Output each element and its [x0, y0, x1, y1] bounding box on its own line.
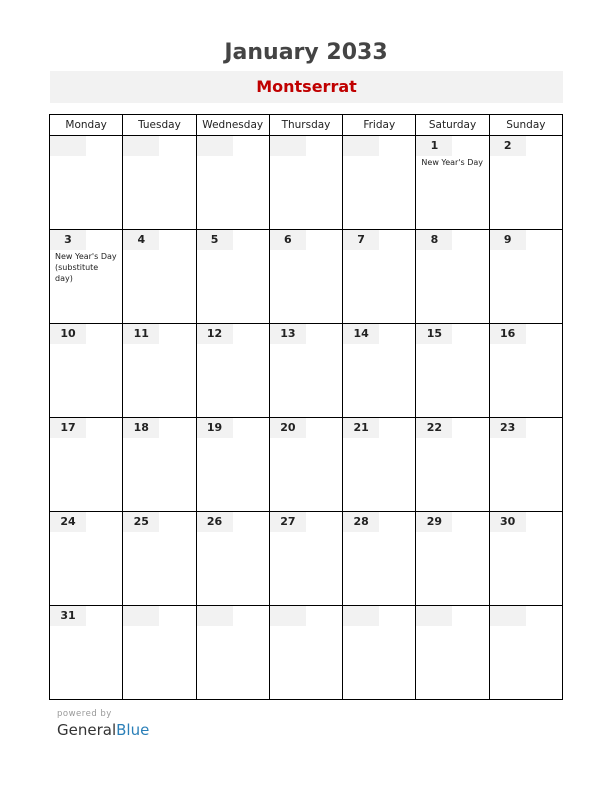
day-number: 13 [270, 324, 306, 344]
weekday-wednesday: Wednesday [196, 115, 269, 136]
week-row [50, 136, 563, 230]
week-row [50, 230, 563, 324]
week-row [50, 324, 563, 418]
day-number [197, 136, 233, 156]
week-row [50, 606, 563, 700]
day-cell [269, 606, 342, 700]
day-number [197, 606, 233, 626]
weekday-header-row [50, 115, 563, 136]
day-cell [416, 418, 489, 512]
day-cell [343, 418, 416, 512]
day-cell [196, 324, 269, 418]
day-number [270, 136, 306, 156]
day-number: 1 [416, 136, 452, 156]
day-cell [343, 136, 416, 230]
day-number [490, 606, 526, 626]
day-number [270, 606, 306, 626]
day-number: 20 [270, 418, 306, 438]
generalblue-logo [57, 721, 149, 739]
day-cell [196, 512, 269, 606]
day-cell [489, 418, 562, 512]
day-cell [343, 512, 416, 606]
footer [57, 709, 149, 739]
day-number: 24 [50, 512, 86, 532]
day-cell [416, 230, 489, 324]
day-number: 31 [50, 606, 86, 626]
day-cell [196, 136, 269, 230]
day-number: 30 [490, 512, 526, 532]
day-number: 21 [343, 418, 379, 438]
day-cell [123, 512, 196, 606]
day-cell [196, 606, 269, 700]
day-cell [196, 230, 269, 324]
day-cell [50, 418, 123, 512]
day-cell [123, 606, 196, 700]
day-cell [50, 324, 123, 418]
powered-by-text: powered by [57, 709, 112, 719]
day-cell [416, 324, 489, 418]
brand-general: General [57, 721, 117, 739]
day-cell [50, 606, 123, 700]
day-number: 16 [490, 324, 526, 344]
day-number: 11 [123, 324, 159, 344]
weekday-tuesday: Tuesday [123, 115, 196, 136]
day-number: 19 [197, 418, 233, 438]
day-cell [50, 230, 123, 324]
brand-blue: Blue [116, 721, 150, 739]
holiday-label: New Year's Day [421, 158, 484, 167]
day-number: 10 [50, 324, 86, 344]
day-cell [489, 512, 562, 606]
day-number: 6 [270, 230, 306, 250]
weekday-monday: Monday [50, 115, 123, 136]
day-number: 22 [416, 418, 452, 438]
day-number: 8 [416, 230, 452, 250]
day-cell [50, 512, 123, 606]
calendar-weeks [50, 136, 563, 700]
day-number [50, 136, 86, 156]
day-cell [269, 418, 342, 512]
day-cell [343, 324, 416, 418]
week-row [50, 418, 563, 512]
day-cell [269, 230, 342, 324]
weekday-friday: Friday [343, 115, 416, 136]
week-row [50, 512, 563, 606]
day-number: 14 [343, 324, 379, 344]
day-cell [416, 606, 489, 700]
day-number [416, 606, 452, 626]
day-cell [196, 418, 269, 512]
day-cell [416, 512, 489, 606]
day-cell [269, 512, 342, 606]
day-number: 27 [270, 512, 306, 532]
day-number: 29 [416, 512, 452, 532]
day-cell [123, 230, 196, 324]
day-number: 17 [50, 418, 86, 438]
day-number: 15 [416, 324, 452, 344]
day-cell [50, 136, 123, 230]
day-cell [123, 136, 196, 230]
day-number: 3 [50, 230, 86, 250]
calendar-grid [49, 114, 563, 700]
day-number: 23 [490, 418, 526, 438]
day-number: 26 [197, 512, 233, 532]
day-number: 18 [123, 418, 159, 438]
holiday-label: New Year's Day (substitute day) [55, 252, 117, 283]
day-cell [489, 230, 562, 324]
day-cell [489, 136, 562, 230]
day-number: 25 [123, 512, 159, 532]
day-cell [489, 324, 562, 418]
day-number: 5 [197, 230, 233, 250]
day-number: 9 [490, 230, 526, 250]
weekday-saturday: Saturday [416, 115, 489, 136]
weekday-thursday: Thursday [269, 115, 342, 136]
day-cell [343, 230, 416, 324]
day-number: 12 [197, 324, 233, 344]
country-banner [50, 71, 563, 103]
day-cell [123, 324, 196, 418]
day-number [343, 136, 379, 156]
day-number: 7 [343, 230, 379, 250]
day-cell [269, 136, 342, 230]
calendar-title: January 2033 [224, 40, 388, 65]
day-cell [343, 606, 416, 700]
day-number [123, 606, 159, 626]
day-number [123, 136, 159, 156]
day-cell [416, 136, 489, 230]
day-cell [123, 418, 196, 512]
country-name: Montserrat [256, 77, 357, 96]
day-number: 28 [343, 512, 379, 532]
day-number [343, 606, 379, 626]
day-cell [489, 606, 562, 700]
weekday-sunday: Sunday [489, 115, 562, 136]
day-cell [269, 324, 342, 418]
day-number: 2 [490, 136, 526, 156]
day-number: 4 [123, 230, 159, 250]
